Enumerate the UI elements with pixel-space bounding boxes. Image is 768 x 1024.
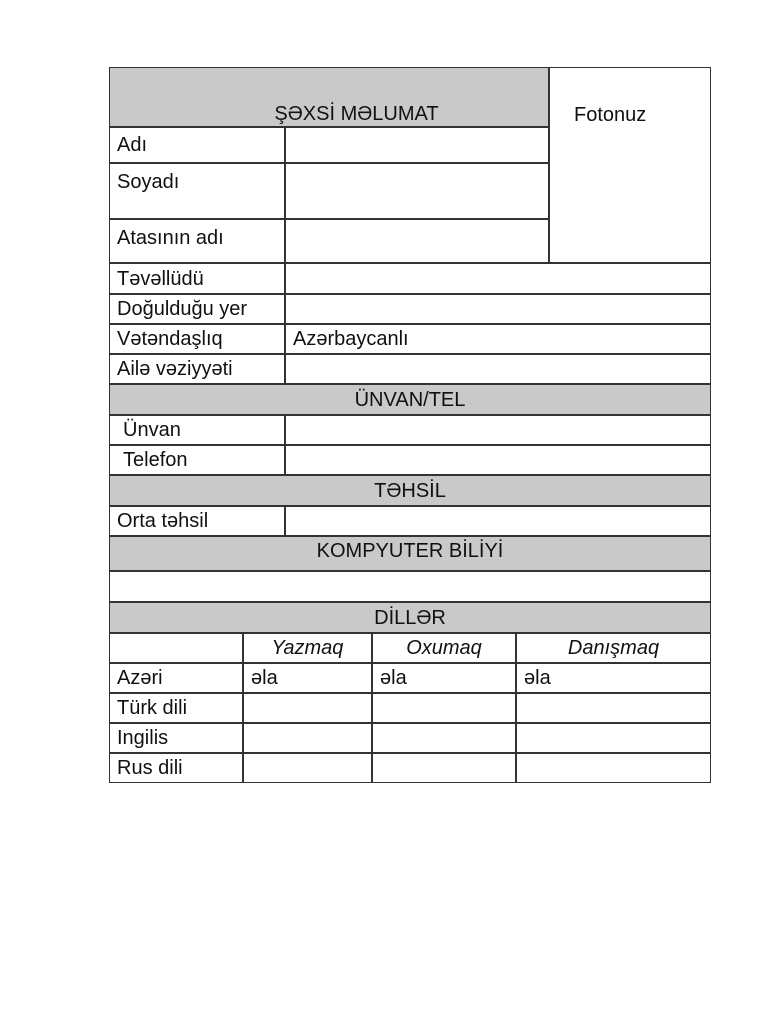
name-field[interactable]: [285, 127, 549, 163]
patronymic-label: Atasının adı: [109, 219, 285, 263]
russian-speaking-cell[interactable]: [516, 753, 711, 783]
patronymic-field[interactable]: [285, 219, 549, 263]
personal-info-heading: [109, 67, 549, 127]
birth-date-label: Təvəllüdü: [109, 263, 285, 294]
citizenship-label: Vətəndaşlıq: [109, 324, 285, 354]
english-speaking-cell[interactable]: [516, 723, 711, 753]
personal-info-heading-text: ŞƏXSİ MƏLUMAT: [274, 103, 439, 125]
azeri-writing-cell[interactable]: əla: [243, 663, 372, 693]
turkish-writing-cell[interactable]: [243, 693, 372, 723]
birthplace-label: Doğulduğu yer: [109, 294, 285, 324]
language-name-azeri: Azəri: [109, 663, 243, 693]
photo-label: Fotonuz: [574, 104, 647, 126]
citizenship-field[interactable]: Azərbaycanlı: [285, 324, 711, 354]
computer-skills-field[interactable]: [109, 571, 711, 602]
russian-reading-cell[interactable]: [372, 753, 516, 783]
phone-label: Telefon: [109, 445, 285, 475]
name-label: Adı: [109, 127, 285, 163]
surname-label: Soyadı: [109, 163, 285, 219]
phone-field[interactable]: [285, 445, 711, 475]
languages-corner-cell: [109, 633, 243, 663]
birth-date-field[interactable]: [285, 263, 711, 294]
azeri-reading-cell[interactable]: əla: [372, 663, 516, 693]
language-name-english: Ingilis: [109, 723, 243, 753]
english-reading-cell[interactable]: [372, 723, 516, 753]
language-name-turkish: Türk dili: [109, 693, 243, 723]
surname-field[interactable]: [285, 163, 549, 219]
contact-heading: ÜNVAN/TEL: [109, 384, 711, 415]
languages-heading: DİLLƏR: [109, 602, 711, 633]
language-name-russian: Rus dili: [109, 753, 243, 783]
azeri-speaking-cell[interactable]: əla: [516, 663, 711, 693]
column-header-reading: Oxumaq: [372, 633, 516, 663]
address-label: Ünvan: [109, 415, 285, 445]
secondary-education-label: Orta təhsil: [109, 506, 285, 536]
marital-status-field[interactable]: [285, 354, 711, 384]
birthplace-field[interactable]: [285, 294, 711, 324]
education-heading: TƏHSİL: [109, 475, 711, 506]
address-field[interactable]: [285, 415, 711, 445]
column-header-writing: Yazmaq: [243, 633, 372, 663]
photo-placeholder[interactable]: [549, 67, 711, 263]
cv-form: [110, 68, 712, 784]
computer-skills-heading: KOMPYUTER BİLİYİ: [109, 536, 711, 571]
russian-writing-cell[interactable]: [243, 753, 372, 783]
english-writing-cell[interactable]: [243, 723, 372, 753]
turkish-speaking-cell[interactable]: [516, 693, 711, 723]
secondary-education-field[interactable]: [285, 506, 711, 536]
turkish-reading-cell[interactable]: [372, 693, 516, 723]
column-header-speaking: Danışmaq: [516, 633, 711, 663]
marital-status-label: Ailə vəziyyəti: [109, 354, 285, 384]
